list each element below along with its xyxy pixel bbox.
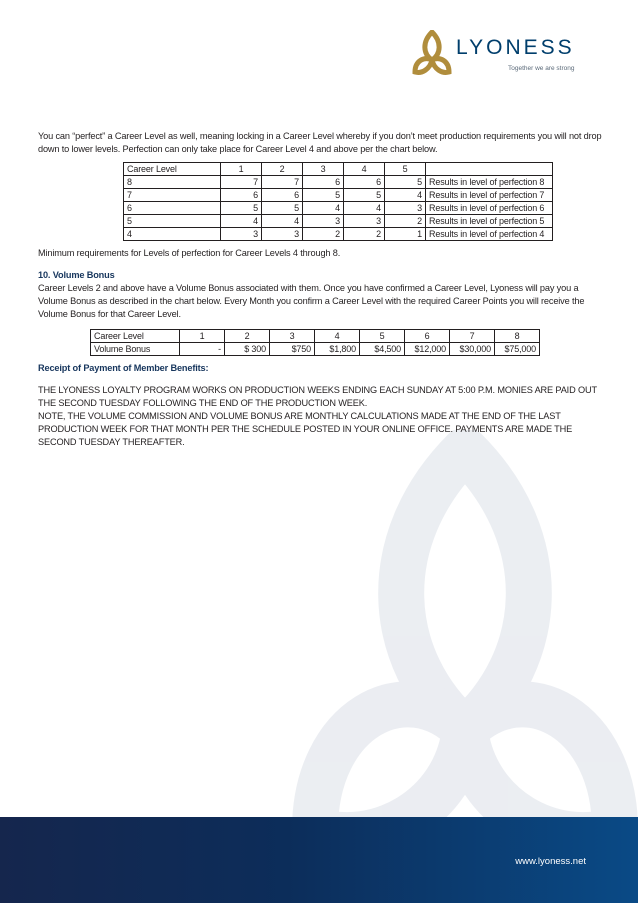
volume-bonus-table [90, 329, 540, 356]
table-header-cell: 1 [180, 330, 225, 343]
trefoil-watermark-icon [255, 430, 638, 860]
table-cell: 3 [303, 215, 344, 228]
table-row [124, 176, 553, 189]
table-cell: 6 [303, 176, 344, 189]
perfection-table [123, 162, 553, 241]
table-cell: Results in level of perfection 7 [426, 189, 553, 202]
brand-name: LYONESS [456, 36, 575, 59]
table-header-cell: 2 [262, 163, 303, 176]
table-cell: 1 [385, 228, 426, 241]
table-header-row [124, 163, 553, 176]
table-header-cell: 4 [344, 163, 385, 176]
table-cell: 7 [124, 189, 221, 202]
volume-bonus-paragraph: Career Levels 2 and above have a Volume Bonus associated with them. Once you have confirmed a Career Level, Lyoness will pay you a Volume Bonus as described in the chart below. Every Month you confirm a Career Level with the required Career Points you will receive the Volume Bonus for that Career Level. [38, 283, 585, 319]
receipt-paragraph-2: NOTE, THE VOLUME COMMISSION AND VOLUME BONUS ARE MONTHLY CALCULATIONS MADE AT THE END OF THE LAST PRODUCTION WEEK FOR THAT MONTH PER THE SCHEDULE POSTED IN YOUR ONLINE OFFICE. PAYMENTS ARE MADE THE SECOND TUESDAY THEREAFTER. [38, 411, 573, 447]
table-cell: $4,500 [360, 343, 405, 356]
table-header-cell: 5 [385, 163, 426, 176]
table-header-cell: 2 [225, 330, 270, 343]
table-cell: 6 [262, 189, 303, 202]
table-cell: 5 [344, 189, 385, 202]
table-row [124, 202, 553, 215]
table-cell: $1,800 [315, 343, 360, 356]
table-cell: 5 [303, 189, 344, 202]
table-cell: 5 [221, 202, 262, 215]
intro-paragraph: You can “perfect” a Career Level as well, meaning locking in a Career Level whereby if you don’t meet production requirements you will not drop down to lower levels. Perfection can only take place for Career Level 4 and above per the chart below. [38, 131, 602, 154]
table-cell: 7 [262, 176, 303, 189]
table-cell: $12,000 [405, 343, 450, 356]
trefoil-logo-icon [412, 30, 452, 76]
table-header-cell: 5 [360, 330, 405, 343]
table-cell: $ 300 [225, 343, 270, 356]
table-cell: $75,000 [495, 343, 540, 356]
table-header-cell: 3 [303, 163, 344, 176]
table-header-cell: 1 [221, 163, 262, 176]
table-cell: - [180, 343, 225, 356]
table-cell: 4 [124, 228, 221, 241]
table-cell: 2 [385, 215, 426, 228]
table-cell: 8 [124, 176, 221, 189]
brand-tagline: Together we are strong [508, 65, 575, 72]
table-cell: 6 [344, 176, 385, 189]
table-cell: 5 [124, 215, 221, 228]
table-cell: Results in level of perfection 8 [426, 176, 553, 189]
table-header-cell: 8 [495, 330, 540, 343]
document-body [38, 130, 603, 449]
table-cell: 3 [262, 228, 303, 241]
table-cell: $750 [270, 343, 315, 356]
receipt-paragraph-1: THE LYONESS LOYALTY PROGRAM WORKS ON PRODUCTION WEEKS ENDING EACH SUNDAY AT 5:00 P.M. MONIES ARE PAID OUT THE SECOND TUESDAY FOLLOWING THE END OF THE PRODUCTION WEEK. [38, 385, 597, 408]
footer-website-link[interactable]: www.lyoness.net [515, 856, 586, 867]
table-row [124, 215, 553, 228]
table-cell: 2 [303, 228, 344, 241]
table-header-cell [426, 163, 553, 176]
table-cell: Volume Bonus [91, 343, 180, 356]
table-cell: 5 [262, 202, 303, 215]
table-header-cell: Career Level [91, 330, 180, 343]
table-cell: 4 [385, 189, 426, 202]
table-row [91, 343, 540, 356]
table-cell: 4 [221, 215, 262, 228]
table-header-row [91, 330, 540, 343]
lyoness-logo[interactable] [412, 30, 602, 80]
table-header-cell: 6 [405, 330, 450, 343]
receipt-heading: Receipt of Payment of Member Benefits: [38, 363, 209, 373]
table-cell: 4 [262, 215, 303, 228]
table-cell: 3 [344, 215, 385, 228]
table-cell: 3 [221, 228, 262, 241]
table-cell: 7 [221, 176, 262, 189]
table-cell: Results in level of perfection 4 [426, 228, 553, 241]
table-cell: 2 [344, 228, 385, 241]
table-cell: Results in level of perfection 6 [426, 202, 553, 215]
volume-bonus-heading: 10. Volume Bonus [38, 270, 115, 280]
table-cell: 6 [221, 189, 262, 202]
table-header-cell: 3 [270, 330, 315, 343]
table-header-cell: Career Level [124, 163, 221, 176]
table-row [124, 189, 553, 202]
table-header-cell: 7 [450, 330, 495, 343]
table-header-cell: 4 [315, 330, 360, 343]
table-row [124, 228, 553, 241]
table-cell: Results in level of perfection 5 [426, 215, 553, 228]
table-cell: 6 [124, 202, 221, 215]
table-cell: 4 [344, 202, 385, 215]
min-requirements-note: Minimum requirements for Levels of perfection for Career Levels 4 through 8. [38, 248, 341, 258]
table-cell: 4 [303, 202, 344, 215]
table-cell: $30,000 [450, 343, 495, 356]
table-cell: 3 [385, 202, 426, 215]
table-cell: 5 [385, 176, 426, 189]
